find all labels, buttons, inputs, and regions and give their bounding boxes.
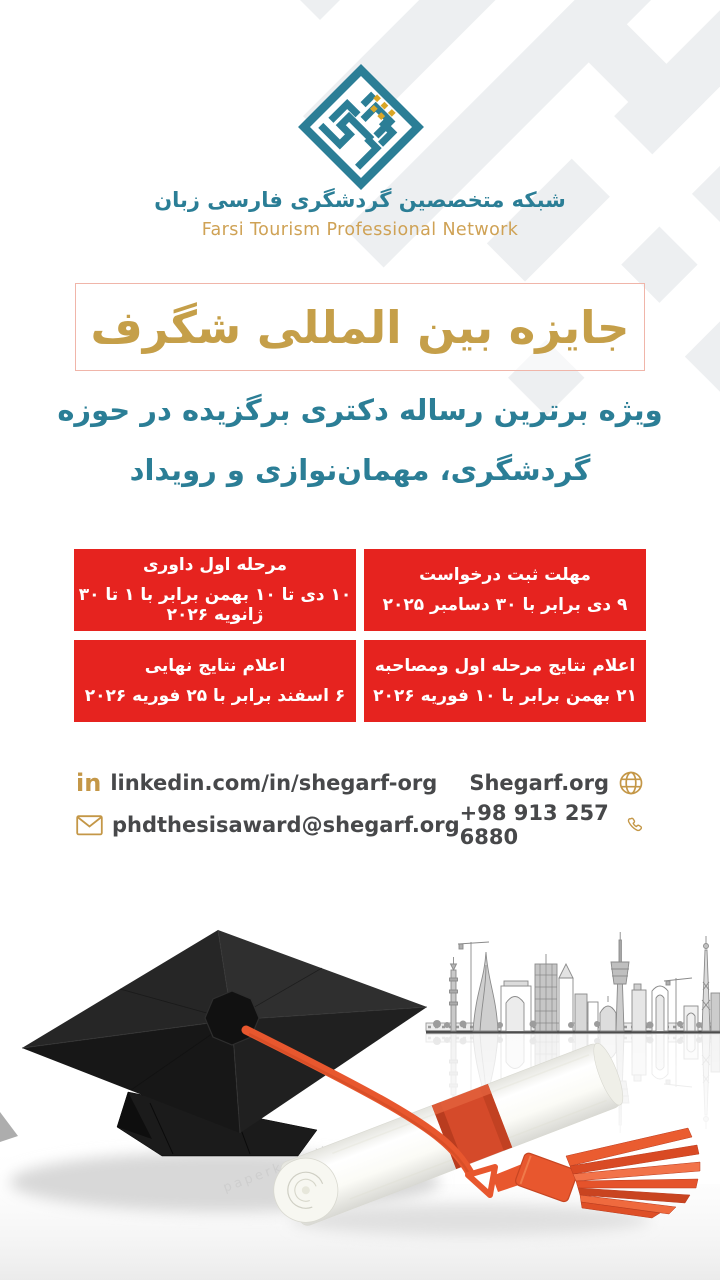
shegarf-logo-icon	[296, 62, 426, 192]
timeline-grid	[74, 549, 646, 722]
email-contact[interactable]	[76, 813, 460, 837]
timeline-box-final-results	[74, 640, 356, 722]
timeline-box-submission-deadline	[364, 549, 646, 631]
graduation-photo	[0, 890, 720, 1280]
website-url: Shegarf.org	[469, 771, 609, 795]
phone-number: +98 913 257 6880	[459, 801, 609, 849]
timeline-date: ۹ دی برابر با ۳۰ دسامبر ۲۰۲۵	[382, 595, 628, 615]
envelope-icon	[76, 815, 103, 836]
timeline-date: ۶ اسفند برابر با ۲۵ فوریه ۲۰۲۶	[84, 686, 346, 706]
contact-row-1	[0, 764, 720, 802]
timeline-label: مرحله اول داوری	[142, 555, 288, 575]
award-title-box	[75, 283, 645, 371]
email-address: phdthesisaward@shegarf.org	[112, 813, 460, 837]
timeline-label: مهلت ثبت درخواست	[419, 565, 591, 585]
award-title: جایزه بین المللی شگرف	[90, 300, 630, 354]
globe-icon	[618, 770, 644, 796]
award-subtitle-line1: ویژه برترین رساله دکتری برگزیده در حوزه	[57, 393, 663, 427]
linkedin-contact[interactable]	[76, 771, 437, 795]
timeline-date: ۲۱ بهمن برابر با ۱۰ فوریه ۲۰۲۶	[373, 686, 637, 706]
linkedin-url: linkedin.com/in/shegarf-org	[110, 771, 438, 795]
org-name-english: Farsi Tourism Professional Network	[201, 220, 519, 240]
phone-contact[interactable]	[460, 801, 644, 849]
website-contact[interactable]	[469, 770, 644, 796]
graduation-cap	[22, 930, 427, 1156]
linkedin-icon: in	[76, 769, 102, 797]
timeline-label: اعلام نتایج نهایی	[144, 656, 286, 676]
timeline-box-first-results-interview	[364, 640, 646, 722]
edge-shadow	[0, 1112, 18, 1142]
phone-icon	[626, 813, 644, 838]
tehran-skyline-sketch	[426, 932, 720, 1032]
contact-row-2	[0, 801, 720, 849]
timeline-date: ۱۰ دی تا ۱۰ بهمن برابر با ۱ تا ۳۰ ژانویه ۲۰۲۶	[78, 585, 352, 625]
org-name-farsi: شبکه متخصصین گردشگری فارسی زبان	[154, 188, 566, 212]
award-subtitle-line2: گردشگری، مهمان‌نوازی و رویداد	[129, 453, 591, 487]
timeline-box-first-review	[74, 549, 356, 631]
timeline-label: اعلام نتایج مرحله اول ومصاحبه	[374, 656, 636, 676]
